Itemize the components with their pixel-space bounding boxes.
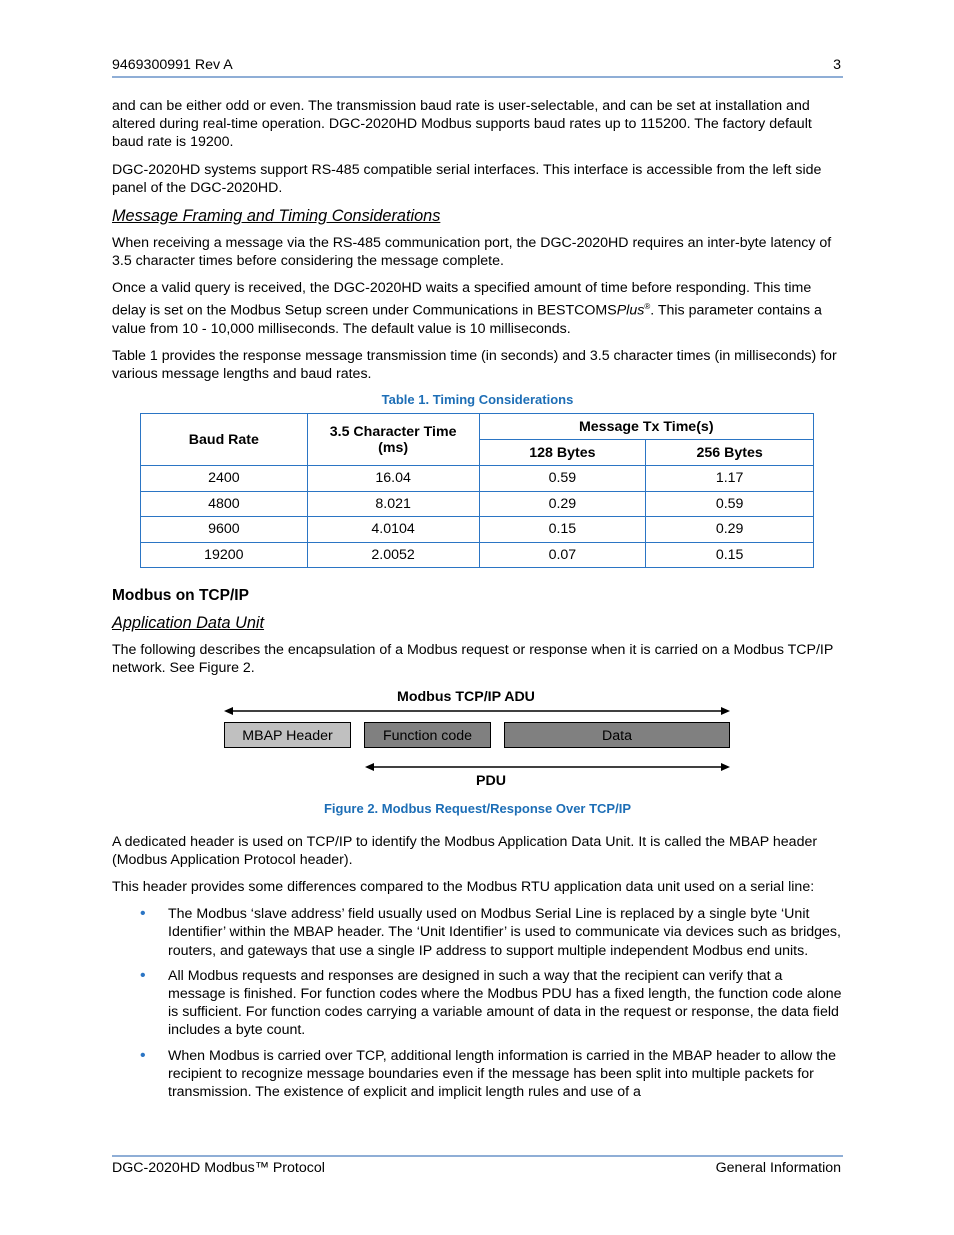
data-label: Data: [602, 727, 632, 744]
bullet-icon: •: [140, 1046, 146, 1064]
cell: 0.59: [479, 466, 646, 492]
page-number: 3: [833, 57, 841, 73]
col-128-bytes: 128 Bytes: [479, 440, 646, 466]
paragraph-baud: and can be either odd or even. The transmission baud rate is user-selectable, and can be set at installation and altered during real-time operation. DGC-2020HD Modbus supports baud rates up to 115200. The factory default baud rate is 19200.: [112, 98, 812, 151]
framing-heading: Message Framing and Timing Considerations: [112, 207, 441, 226]
adu-heading: Application Data Unit: [112, 614, 265, 633]
paragraph-rs485: DGC-2020HD systems support RS-485 compatible serial interfaces. This interface is accessible from the left side panel of the DGC-2020HD.: [112, 161, 822, 196]
bullet-icon: •: [140, 905, 146, 923]
pdu-arrow: [365, 763, 730, 771]
header-rule: [112, 76, 843, 78]
table-row: [141, 466, 814, 492]
list-item-text: When Modbus is carried over TCP, additional length information is carried in the MBAP header to allow the recipient to recognize message boundaries even if the message has been split into multiple packets for transmission. The existence of explicit and implicit length rules and use of a: [168, 1047, 836, 1101]
bullet-icon: •: [140, 966, 146, 984]
cell: 9600: [141, 517, 308, 543]
mbap-label: MBAP Header: [242, 727, 333, 744]
cell: 0.29: [479, 491, 646, 517]
bestcoms-plus: Plus: [616, 302, 645, 319]
cell: 0.15: [646, 542, 814, 568]
cell: 19200: [141, 542, 308, 568]
table-row: [141, 517, 814, 543]
cell: 1.17: [646, 466, 814, 492]
footer-rule: [112, 1155, 843, 1157]
cell: 16.04: [307, 466, 479, 492]
page-content: [112, 97, 843, 1108]
paragraph-latency: When receiving a message via the RS-485 communication port, the DGC-2020HD requires an inter-byte latency of 3.5 character times before considering the message complete.: [112, 235, 832, 270]
paragraph-delay: [112, 279, 843, 337]
page-header: [112, 57, 843, 75]
doc-number: 9469300991 Rev A: [112, 57, 233, 73]
cell: 0.29: [646, 517, 814, 543]
tcp-heading: Modbus on TCP/IP: [112, 587, 249, 605]
paragraph-encapsulation: The following describes the encapsulation of a Modbus request or response when it is carried on a Modbus TCP/IP network. See Figure 2.: [112, 642, 834, 677]
paragraph-differences: This header provides some differences compared to the Modbus RTU application data unit used on a serial line:: [112, 878, 815, 895]
col-tx-time: Message Tx Time(s): [479, 414, 813, 440]
delay-text-a: Once a valid query is received, the DGC-2020HD waits a specified amount of time before responding. This time delay is set on the Modbus Setup screen under Communications in BESTCOMS: [112, 280, 812, 319]
col-256-bytes: 256 Bytes: [646, 440, 814, 466]
table-caption: Table 1. Timing Considerations: [381, 392, 574, 408]
footer-title: DGC-2020HD Modbus™ Protocol: [112, 1160, 325, 1176]
table-row: [141, 491, 814, 517]
page-footer: [112, 1160, 843, 1176]
list-item-text: The Modbus ‘slave address’ field usually used on Modbus Serial Line is replaced by a single byte ‘Unit Identifier’ within the MBAP header. The ‘Unit Identifier’ is used to communicate via devices such as bridges, routers, and gateways that use a single IP address to support multiple independent Modbus end units.: [168, 906, 841, 959]
function-code-box: [364, 722, 491, 748]
list-item-text: All Modbus requests and responses are designed in such a way that the recipient can verify that a message is finished. For function codes where the Modbus PDU has a fixed length, the function code alone is sufficient. For function codes carrying a variable amount of data in the request or response, the data field includes a byte count.: [168, 967, 842, 1039]
cell: 8.021: [307, 491, 479, 517]
paragraph-table-intro: Table 1 provides the response message transmission time (in seconds) and 3.5 character times (in milliseconds) for various message lengths and baud rates.: [112, 347, 837, 382]
footer-section: General Information: [715, 1160, 841, 1176]
adu-arrow: [224, 707, 730, 715]
figure-caption: Figure 2. Modbus Request/Response Over TCP/IP: [323, 800, 631, 816]
cell: 0.15: [479, 517, 646, 543]
list-item: [112, 1047, 843, 1102]
mbap-header-box: [224, 722, 351, 748]
adu-diagram: [112, 687, 843, 801]
cell: 2.0052: [307, 542, 479, 568]
col-baud-rate: Baud Rate: [141, 414, 308, 466]
registered-mark: ®: [644, 301, 651, 311]
cell: 4800: [141, 491, 308, 517]
list-item: [112, 967, 843, 1040]
col-char-time: 3.5 Character Time (ms): [307, 414, 479, 466]
timing-table: [140, 413, 814, 568]
adu-label: Modbus TCP/IP ADU: [397, 688, 535, 705]
paragraph-mbap: A dedicated header is used on TCP/IP to identify the Modbus Application Data Unit. It is called the MBAP header (Modbus Application Protocol header).: [112, 833, 818, 868]
pdu-label: PDU: [476, 772, 506, 789]
list-item: [112, 905, 843, 960]
cell: 2400: [141, 466, 308, 492]
differences-list: [112, 905, 843, 1101]
data-box: [504, 722, 730, 748]
cell: 4.0104: [307, 517, 479, 543]
cell: 0.07: [479, 542, 646, 568]
table-row: [141, 542, 814, 568]
delay-text-b: . This parameter contains a value from 10 - 10,000 milliseconds. The default value is 10 milliseconds.: [112, 302, 822, 337]
function-label: Function code: [382, 727, 473, 744]
cell: 0.59: [646, 491, 814, 517]
